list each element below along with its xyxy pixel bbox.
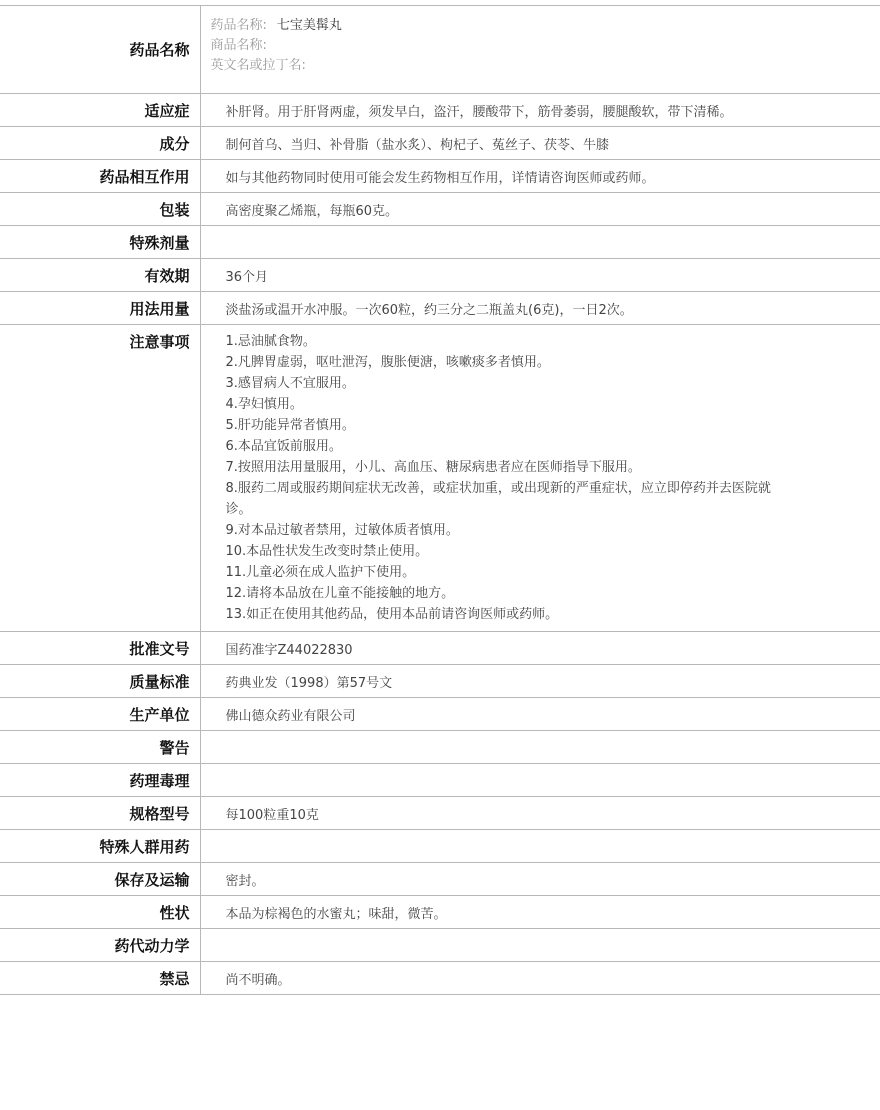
row-special-dose bbox=[0, 226, 880, 259]
name-block bbox=[200, 6, 880, 94]
row-indication bbox=[0, 94, 880, 127]
label-expiry: 有效期 bbox=[0, 259, 200, 292]
label-approval: 批准文号 bbox=[0, 632, 200, 665]
value-ingredients: 制何首乌、当归、补骨脂（盐水炙）、枸杞子、菟丝子、茯苓、牛膝 bbox=[200, 127, 880, 160]
drug-name-key: 药品名称: bbox=[210, 18, 267, 33]
row-standard bbox=[0, 665, 880, 698]
value-storage: 密封。 bbox=[200, 863, 880, 896]
row-interaction bbox=[0, 160, 880, 193]
row-pharmacokinetics bbox=[0, 929, 880, 962]
label-toxicology: 药理毒理 bbox=[0, 764, 200, 797]
row-approval bbox=[0, 632, 880, 665]
label-appearance: 性状 bbox=[0, 896, 200, 929]
label-ingredients: 成分 bbox=[0, 127, 200, 160]
value-precautions bbox=[200, 325, 880, 632]
precaution-item: 13.如正在使用其他药品，使用本品前请咨询医师或药师。 bbox=[225, 607, 559, 622]
value-usage: 淡盐汤或温开水冲服。一次60粒，约三分之二瓶盖丸(6克)，一日2次。 bbox=[200, 292, 880, 325]
label-pharmacokinetics: 药代动力学 bbox=[0, 929, 200, 962]
precaution-item: 4.孕妇慎用。 bbox=[225, 397, 303, 412]
value-approval: 国药准字Z44022830 bbox=[200, 632, 880, 665]
precaution-item: 2.凡脾胃虚弱，呕吐泄泻，腹胀便溏，咳嗽痰多者慎用。 bbox=[225, 355, 550, 370]
precaution-item: 6.本品宜饭前服用。 bbox=[225, 439, 342, 454]
value-toxicology bbox=[200, 764, 880, 797]
precaution-item: 3.感冒病人不宜服用。 bbox=[225, 376, 355, 391]
value-standard: 药典业发（1998）第57号文 bbox=[200, 665, 880, 698]
label-usage: 用法用量 bbox=[0, 292, 200, 325]
drug-name-value: 七宝美髯丸 bbox=[276, 18, 342, 33]
value-spec: 每100粒重10克 bbox=[200, 797, 880, 830]
value-special-dose bbox=[200, 226, 880, 259]
row-usage bbox=[0, 292, 880, 325]
label-maker: 生产单位 bbox=[0, 698, 200, 731]
row-spec bbox=[0, 797, 880, 830]
row-warning bbox=[0, 731, 880, 764]
precaution-item: 9.对本品过敏者禁用，过敏体质者慎用。 bbox=[225, 523, 459, 538]
precaution-item: 1.忌油腻食物。 bbox=[225, 334, 316, 349]
trade-name-line bbox=[211, 36, 880, 56]
label-interaction: 药品相互作用 bbox=[0, 160, 200, 193]
drug-name-line bbox=[211, 16, 880, 36]
value-expiry: 36个月 bbox=[200, 259, 880, 292]
precaution-item: 12.请将本品放在儿童不能接触的地方。 bbox=[225, 586, 455, 601]
drug-info-table bbox=[0, 5, 880, 995]
value-maker: 佛山德众药业有限公司 bbox=[200, 698, 880, 731]
label-contraindications: 禁忌 bbox=[0, 962, 200, 995]
label-spec: 规格型号 bbox=[0, 797, 200, 830]
label-standard: 质量标准 bbox=[0, 665, 200, 698]
precaution-item: 10.本品性状发生改变时禁止使用。 bbox=[225, 544, 429, 559]
label-special-dose: 特殊剂量 bbox=[0, 226, 200, 259]
latin-name-key: 英文名或拉丁名: bbox=[210, 58, 306, 73]
row-storage bbox=[0, 863, 880, 896]
row-drug-name bbox=[0, 6, 880, 94]
row-toxicology bbox=[0, 764, 880, 797]
label-package: 包装 bbox=[0, 193, 200, 226]
row-appearance bbox=[0, 896, 880, 929]
label-warning: 警告 bbox=[0, 731, 200, 764]
value-warning bbox=[200, 731, 880, 764]
precaution-item: 11.儿童必须在成人监护下使用。 bbox=[225, 565, 416, 580]
latin-name-line bbox=[211, 56, 880, 76]
row-maker bbox=[0, 698, 880, 731]
trade-name-key: 商品名称: bbox=[210, 38, 267, 53]
label-indication: 适应症 bbox=[0, 94, 200, 127]
value-indication: 补肝肾。用于肝肾两虚，须发早白，盗汗，腰酸带下，筋骨萎弱，腰腿酸软，带下清稀。 bbox=[200, 94, 880, 127]
row-ingredients bbox=[0, 127, 880, 160]
value-pharmacokinetics bbox=[200, 929, 880, 962]
value-interaction: 如与其他药物同时使用可能会发生药物相互作用，详情请咨询医师或药师。 bbox=[200, 160, 880, 193]
label-precautions: 注意事项 bbox=[0, 325, 200, 632]
row-expiry bbox=[0, 259, 880, 292]
value-package: 高密度聚乙烯瓶，每瓶60克。 bbox=[200, 193, 880, 226]
row-contraindications bbox=[0, 962, 880, 995]
value-contraindications: 尚不明确。 bbox=[200, 962, 880, 995]
precaution-item: 8.服药二周或服药期间症状无改善，或症状加重，或出现新的严重症状，应立即停药并去医院就诊。 bbox=[225, 481, 771, 517]
row-special-group bbox=[0, 830, 880, 863]
row-precautions bbox=[0, 325, 880, 632]
row-package bbox=[0, 193, 880, 226]
precaution-item: 7.按照用法用量服用，小儿、高血压、糖尿病患者应在医师指导下服用。 bbox=[225, 460, 641, 475]
precaution-item: 5.肝功能异常者慎用。 bbox=[225, 418, 355, 433]
value-special-group bbox=[200, 830, 880, 863]
label-storage: 保存及运输 bbox=[0, 863, 200, 896]
label-special-group: 特殊人群用药 bbox=[0, 830, 200, 863]
label-drug-name: 药品名称 bbox=[0, 6, 200, 94]
value-appearance: 本品为棕褐色的水蜜丸；味甜，微苦。 bbox=[200, 896, 880, 929]
